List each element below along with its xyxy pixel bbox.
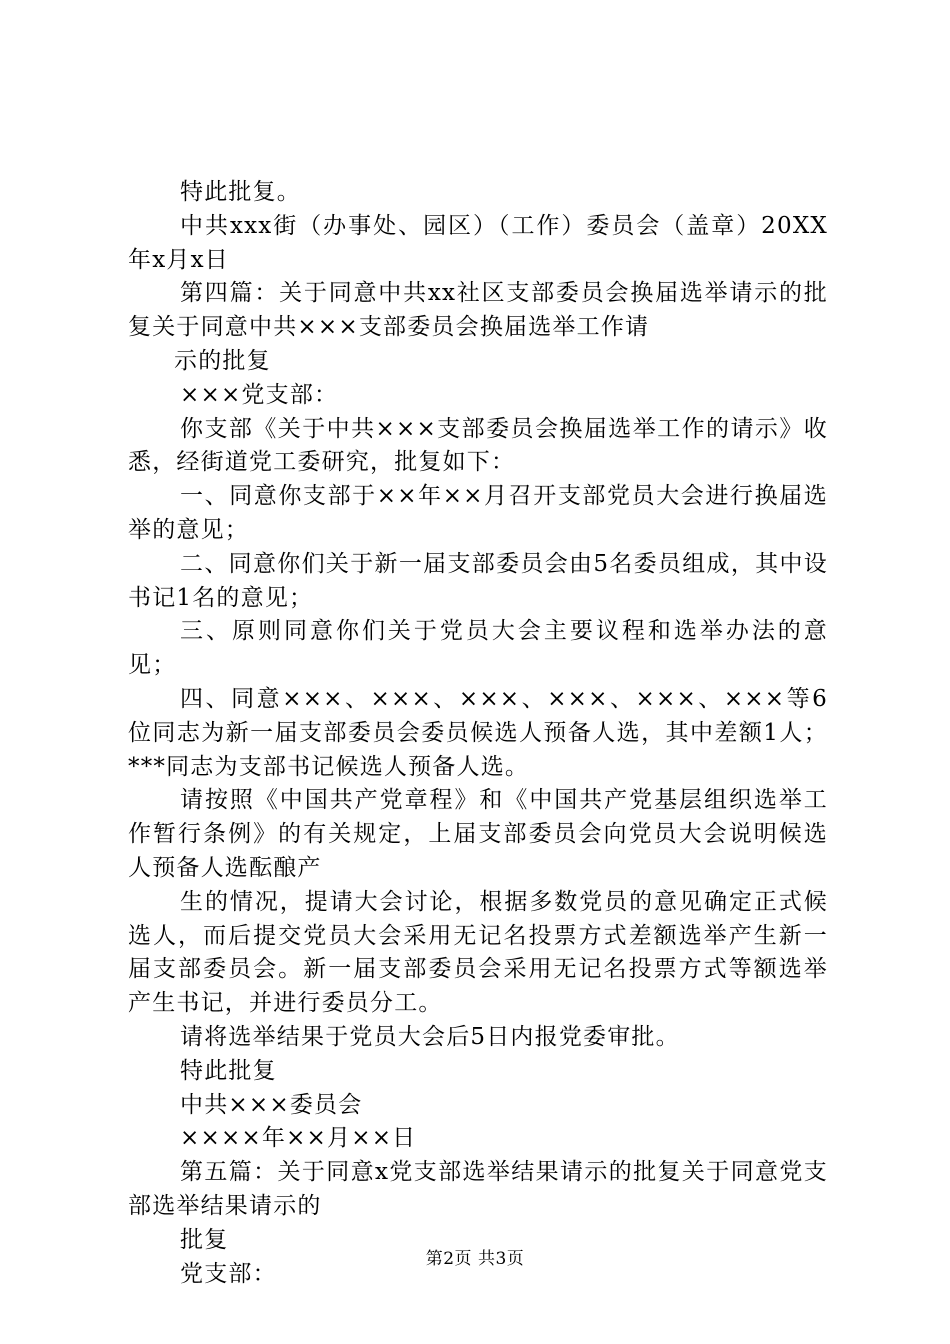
paragraph: 中共×××委员会 (180, 1091, 363, 1118)
paragraph: 中共xxx街（办事处、园区）（工作）委员会（盖章）20XX年x月x日 (128, 212, 828, 273)
paragraph: 第五篇：关于同意x党支部选举结果请示的批复关于同意党支部选举结果请示的 (128, 1159, 828, 1219)
paragraph: 二、同意你们关于新一届支部委员会由5名委员组成，其中设书记1名的意见； (128, 550, 828, 611)
paragraph: 四、同意×××、×××、×××、×××、×××、×××等6位同志为新一届支部委员会委员候选人预备人选，其中差额1人；***同志为支部书记候选人预备人选。 (128, 685, 828, 780)
paragraph: 一、同意你支部于××年××月召开支部党员大会进行换届选举的意见； (128, 483, 828, 543)
paragraph: 请将选举结果于党员大会后5日内报党委审批。 (180, 1023, 680, 1050)
paragraph: 三、原则同意你们关于党员大会主要议程和选举办法的意见； (128, 618, 828, 679)
paragraph: 第四篇：关于同意中共xx社区支部委员会换届选举请示的批复关于同意中共×××支部委员会换届选举工作请 (128, 280, 828, 341)
document-body (128, 176, 828, 1291)
page-number-footer: 第2页 共3页 (425, 1249, 525, 1269)
paragraph: 批复 (180, 1226, 229, 1253)
paragraph: 生的情况，提请大会讨论，根据多数党员的意见确定正式候选人，而后提交党员大会采用无记名投票方式差额选举产生新一届支部委员会。新一届支部委员会采用无记名投票方式等额选举产生书记，并进行委员分工。 (128, 888, 828, 1017)
paragraph: 党支部： (180, 1260, 277, 1287)
paragraph: ××××年××月××日 (180, 1125, 417, 1152)
paragraph: 特此批复 (180, 1057, 277, 1084)
paragraph: 示的批复 (174, 347, 271, 374)
paragraph: ×××党支部： (180, 381, 339, 408)
paragraph: 请按照《中国共产党章程》和《中国共产党基层组织选举工作暂行条例》的有关规定，上届支部委员会向党员大会说明候选人预备人选酝酿产 (128, 787, 828, 881)
paragraph: 你支部《关于中共×××支部委员会换届选举工作的请示》收悉，经街道党工委研究，批复如下： (128, 415, 828, 476)
paragraph: 特此批复。 (180, 179, 301, 205)
